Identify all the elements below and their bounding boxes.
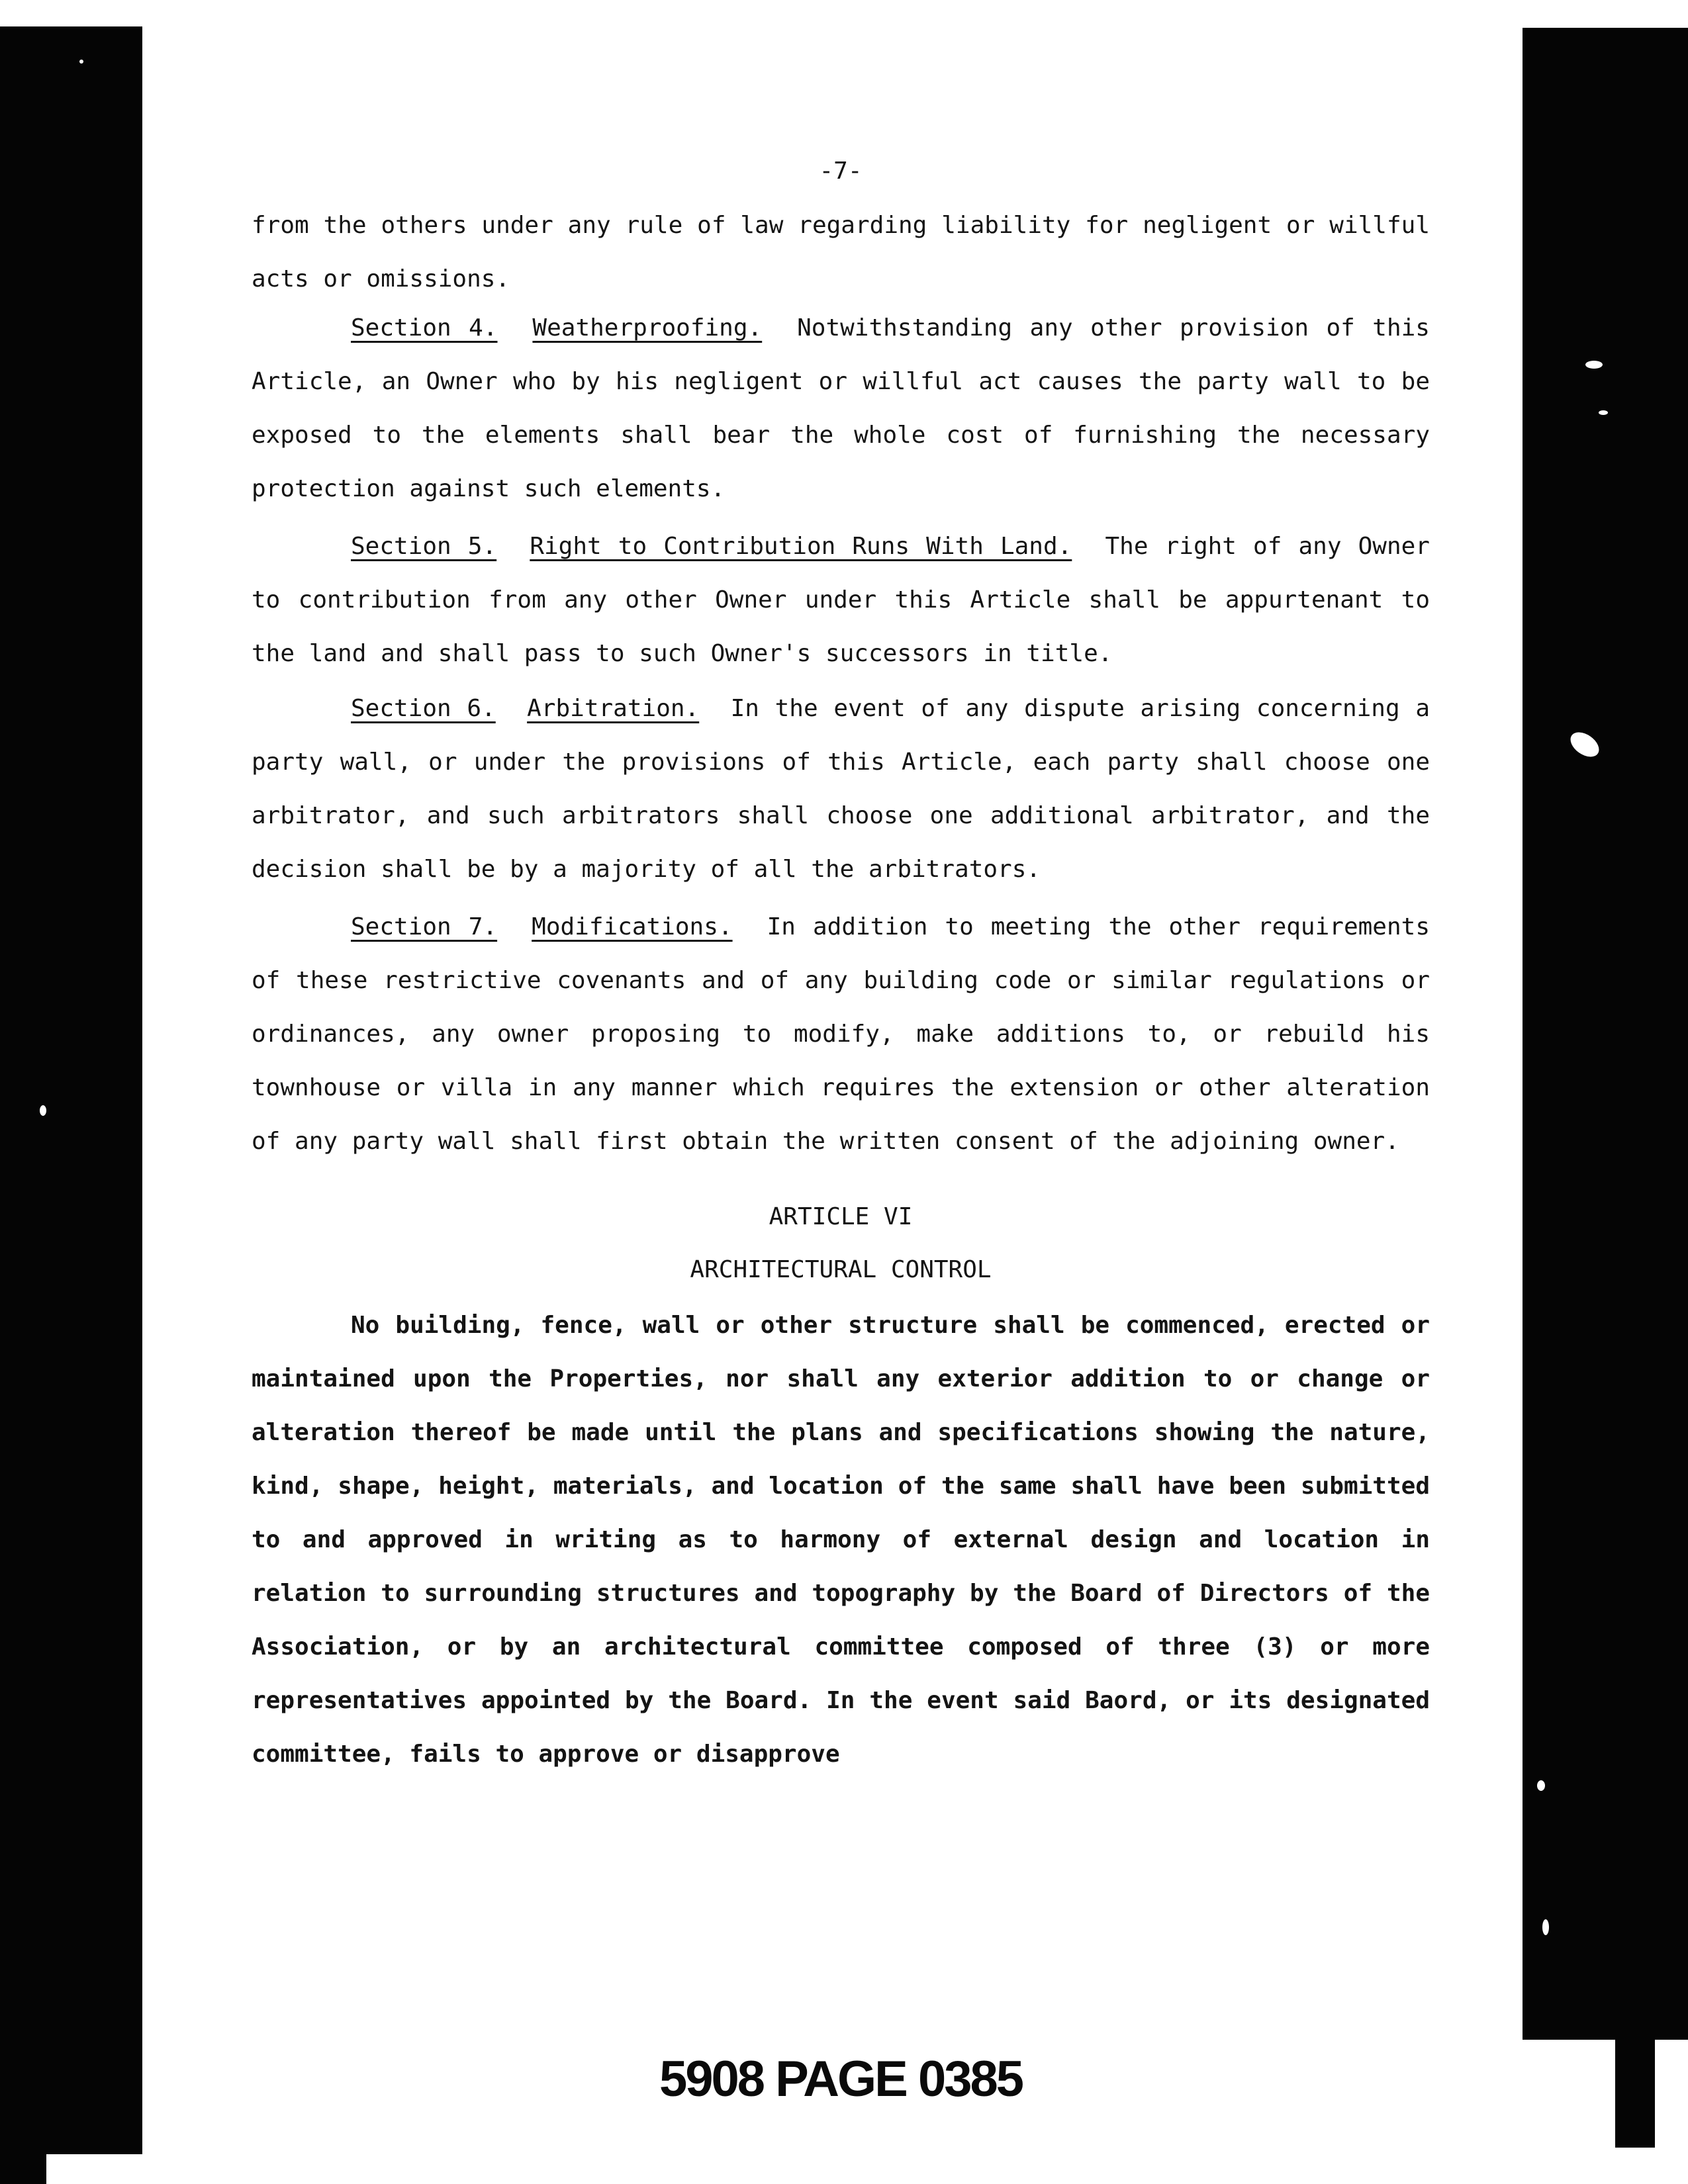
section-6-title: Arbitration.: [527, 695, 700, 722]
section-4-body: Notwithstanding any other provision of this Article, an Owner who by his negligent or willful act causes the party wall to be exposed to the elements shall bear the whole cost of furnishing the necessary protection against such elements.: [252, 314, 1430, 502]
scan-speck: [1537, 1780, 1545, 1791]
section-5-label: Section 5.: [351, 533, 497, 560]
scan-speck: [79, 60, 83, 64]
scan-edge-right: [1523, 28, 1688, 2040]
book-page-stamp: 5908 PAGE 0385: [659, 2051, 1023, 2107]
section-7-label: Section 7.: [351, 913, 498, 940]
section-4-title: Weatherproofing.: [532, 314, 763, 341]
scan-speck: [1585, 361, 1603, 369]
section-7-body: In addition to meeting the other requirements of these restrictive covenants and of any building code or similar regulations or ordinances, any owner proposing to modify, make additions to, or rebuild his townhouse or villa in any manner which requires the extension or other alteration of any party wall shall first obtain the written consent of the adjoining owner.: [252, 913, 1430, 1155]
scan-edge-left-bottom: [0, 2121, 46, 2184]
article-title: ARCHITECTURAL CONTROL: [690, 1256, 992, 1283]
scan-speck: [40, 1105, 46, 1116]
section-4-paragraph: [252, 301, 1430, 516]
section-6-paragraph: [252, 682, 1430, 896]
section-6-body: In the event of any dispute arising concerning a party wall, or under the provisions of this Article, each party shall choose one arbitrator, and such arbitrators shall choose one additional arbitrator, and the decision shall be by a majority of all the arbitrators.: [252, 695, 1430, 883]
section-5-paragraph: [252, 520, 1430, 680]
scan-speck: [1542, 1919, 1549, 1935]
article-number: ARTICLE VI: [769, 1203, 913, 1230]
section-7-title: Modifications.: [532, 913, 733, 940]
article-6-paragraph: No building, fence, wall or other structure shall be commenced, erected or maintained upon the Properties, nor shall any exterior addition to or change or alteration thereof be made until the plans and specifications showing the nature, kind, shape, height, materials, and location of the same shall have been submitted to and approved in writing as to harmony of external design and location in relation to surrounding structures and topography by the Board of Directors of the Association, or by an architectural committee composed of three (3) or more representatives appointed by the Board. In the event said Baord, or its designated committee, fails to approve or disapprove: [252, 1312, 1430, 1768]
scan-speck: [1599, 410, 1608, 415]
page-number: -7-: [819, 158, 863, 185]
intro-paragraph: from the others under any rule of law regarding liability for negligent or willful acts or omissions.: [252, 212, 1430, 293]
section-7-paragraph: [252, 900, 1430, 1168]
section-6-label: Section 6.: [351, 695, 496, 722]
section-5-title: Right to Contribution Runs With Land.: [530, 533, 1072, 560]
section-5-body: The right of any Owner to contribution from any other Owner under this Article shall be appurtenant to the land and shall pass to such Owner's successors in title.: [252, 533, 1430, 667]
scan-edge-right-tail: [1615, 2038, 1655, 2148]
section-4-label: Section 4.: [351, 314, 498, 341]
document-page: [252, 0, 1430, 2184]
scan-edge-left: [0, 26, 142, 2154]
